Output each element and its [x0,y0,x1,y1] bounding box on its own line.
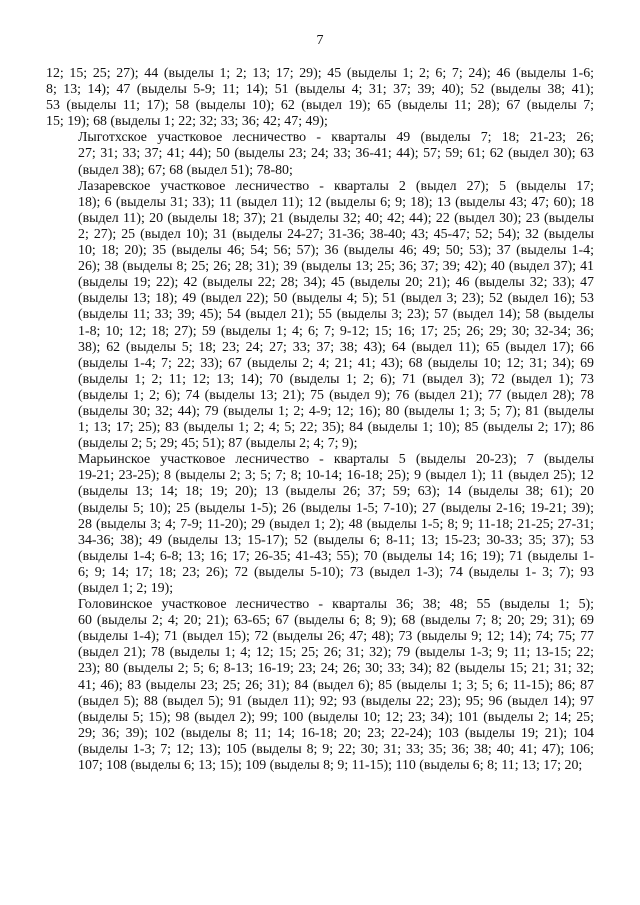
text-line: 26); 38 (выделы 8; 25; 26; 28; 31); 39 (выделы 13; 25; 36; 37; 39; 42); 40 (выдел 37); 41 [78,259,594,275]
text-line: (выделы 1-4; 7; 22; 33); 67 (выделы 2; 4; 21; 41; 43); 68 (выделы 10; 12; 31; 34); 69 [78,355,594,371]
text-line: (выдел 11); 20 (выделы 18; 37); 21 (выделы 32; 40; 42; 44); 22 (выдел 30); 23 (выделы [78,210,594,226]
text-line: (выделы 1; 2; 6); 74 (выделы 13; 21); 75 (выдел 9); 76 (выдел 21); 77 (выдел 28); 78 [78,387,594,403]
text-line: (выделы 2; 5; 29; 45; 51); 87 (выделы 2; 4; 7; 9); [78,436,358,452]
page-number: 7 [316,33,324,48]
text-line: 1-8; 10; 12; 18; 27); 59 (выделы 1; 4; 6; 7; 9-12; 15; 16; 17; 25; 26; 29; 30; 32-34; 36; [78,323,594,339]
text-line: (выделы 5; 10); 25 (выделы 1-5); 26 (выделы 1-5; 7-10); 27 (выделы 2-16; 19-21; 39); [78,500,594,516]
text-line: Лазаревское участковое лесничество - кварталы 2 (выдел 27); 5 (выделы 17; [78,178,594,194]
text-line: (выделы 19; 22); 42 (выделы 22; 28; 34); 45 (выделы 20; 21); 46 (выделы 32; 33); 47 [78,275,594,291]
text-line: 2; 27); 25 (выдел 10); 31 (выделы 24-27; 31-36; 38-40; 43; 45-47; 52; 54); 32 (выделы [78,226,594,242]
text-line: Марьинское участковое лесничество - кварталы 5 (выделы 20-23); 7 (выделы [78,452,594,468]
text-line: (выделы 1; 2; 11; 12; 13; 14); 70 (выделы 1; 2; 6); 71 (выдел 3); 72 (выдел 1); 73 [78,371,594,387]
text-line: 107; 108 (выделы 6; 13; 15); 109 (выделы 8; 9; 11-15); 110 (выделы 6; 8; 11; 13; 17; 20; [78,758,583,774]
text-line: 41; 46); 83 (выделы 23; 25; 26; 31); 84 (выдел 6); 85 (выделы 1; 3; 5; 6; 11-15); 86; 87 [78,677,594,693]
text-line: (выделы 13; 18); 49 (выдел 22); 50 (выделы 4; 5); 51 (выдел 3; 23); 52 (выдел 16); 53 [78,291,594,307]
text-paragraph [46,597,594,774]
text-paragraph [46,130,594,178]
text-line: 23); 80 (выделы 2; 5; 6; 8-13; 16-19; 23; 24; 26; 30; 33; 34); 82 (выделы 15; 21; 31; 32; [78,661,594,677]
text-line: 27; 31; 33; 37; 41; 44); 50 (выделы 23; 24; 33; 36-41; 44); 57; 59; 61; 62 (выдел 30); 63 [78,146,594,162]
text-line: (выделы 11; 33; 39; 45); 54 (выдел 21); 55 (выделы 3; 23); 57 (выдел 14); 58 (выделы [78,307,594,323]
text-line: (выделы 13; 14; 18; 19; 20); 13 (выделы 26; 37; 59; 63); 14 (выделы 38; 61); 20 [78,484,594,500]
text-line: 19-21; 23-25); 8 (выделы 2; 3; 5; 7; 8; 10-14; 16-18; 25); 9 (выдел 1); 11 (выдел 25); 12 [78,468,594,484]
text-paragraph [46,66,594,130]
text-line: (выдел 21); 78 (выделы 1; 4; 12; 15; 25; 26; 31; 32); 79 (выделы 1-3; 9; 11; 13-15; 22; [78,645,594,661]
text-line: 34-36; 38); 49 (выделы 13; 15-17); 52 (выделы 6; 8-11; 13; 15-23; 30-33; 35; 37); 53 [78,532,594,548]
document-body [46,66,594,774]
text-paragraph [46,452,594,597]
text-line: 10; 18; 20); 35 (выделы 46; 54; 56; 57); 36 (выделы 46; 49; 50; 53); 37 (выделы 1-4; [78,243,594,259]
text-line: (выделы 1-4; 6-8; 13; 16; 17; 26-35; 41-43; 55); 70 (выделы 14; 16; 19); 71 (выделы 1- [78,548,594,564]
text-line: 60 (выделы 2; 4; 20; 21); 63-65; 67 (выделы 6; 8; 9); 68 (выделы 7; 8; 20; 29; 31); 69 [78,613,594,629]
text-line: (выдел 5); 88 (выдел 5); 91 (выдел 11); 92; 93 (выделы 22; 23); 95; 96 (выдел 14); 97 [78,693,594,709]
text-line: Головинское участковое лесничество - кварталы 36; 38; 48; 55 (выделы 1; 5); [78,597,594,613]
text-line: (выделы 1-4); 71 (выдел 15); 72 (выделы 26; 47; 48); 73 (выделы 9; 12; 14); 74; 75; 77 [78,629,594,645]
text-line: 29; 36; 39); 102 (выделы 8; 11; 14; 16-18; 20; 23; 22-24); 103 (выделы 19; 21); 104 [78,725,594,741]
text-line: 1; 13; 17; 25); 83 (выделы 1; 2; 4; 5; 22; 35); 84 (выделы 1; 10); 85 (выделы 2; 17); 86 [78,420,594,436]
text-line: 8; 13; 14); 47 (выделы 5-9; 11; 14); 51 (выделы 4; 31; 37; 39; 40); 52 (выделы 38; 41); [46,82,594,98]
text-line: 12; 15; 25; 27); 44 (выделы 1; 2; 13; 17; 29); 45 (выделы 1; 2; 6; 7; 24); 46 (выделы 1-6; [46,66,594,81]
text-line: 18); 6 (выделы 31; 33); 11 (выдел 11); 12 (выделы 6; 9; 18); 13 (выделы 43; 47; 60); 18 [78,194,594,210]
text-line: 15; 19); 68 (выделы 1; 22; 32; 33; 36; 42; 47; 49); [46,114,328,130]
text-paragraph [46,179,594,453]
text-line: (выдел 38); 67; 68 (выдел 51); 78-80; [78,162,293,178]
text-line: 53 (выделы 11; 17); 58 (выделы 10); 62 (выдел 19); 65 (выделы 11; 28); 67 (выделы 7; [46,98,594,114]
text-line: (выделы 30; 32; 44); 79 (выделы 1; 2; 4-9; 12; 16); 80 (выделы 1; 3; 5; 7); 81 (выделы [78,403,594,419]
text-line: 38); 62 (выделы 5; 18; 23; 24; 27; 33; 37; 38; 43); 64 (выдел 11); 65 (выдел 17); 66 [78,339,594,355]
text-line: (выдел 1; 2; 19); [78,581,174,596]
text-line: Лыготхское участковое лесничество - кварталы 49 (выделы 7; 18; 21-23; 26; [78,130,594,146]
text-line: 28 (выделы 3; 4; 7-9; 11-20); 29 (выдел 1; 2); 48 (выделы 1-5; 8; 9; 11-18; 21-25; 27-31; [78,516,594,532]
text-line: (выделы 5; 15); 98 (выдел 2); 99; 100 (выделы 10; 12; 23; 34); 101 (выделы 2; 14; 25; [78,709,594,725]
text-line: (выделы 1-3; 7; 12; 13); 105 (выделы 8; 9; 22; 30; 31; 33; 35; 36; 38; 40; 41; 47); 106; [78,741,594,757]
text-line: 6; 9; 14; 17; 18; 23; 26); 72 (выделы 5-10); 73 (выдел 1-3); 74 (выделы 1- 3; 7); 93 [78,564,594,580]
